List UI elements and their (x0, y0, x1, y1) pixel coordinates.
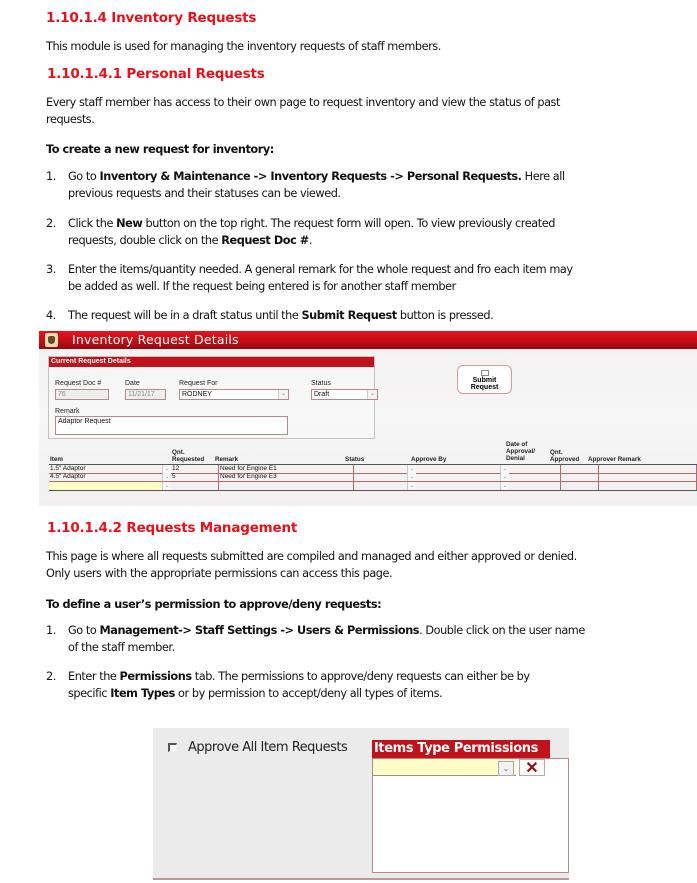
items-type-permissions-header: Items Type Permissions (372, 740, 550, 758)
step-number: 1. (46, 624, 56, 637)
cell-item[interactable] (49, 482, 171, 490)
submit-request-button[interactable] (457, 365, 512, 394)
step-text: Go to Inventory & Maintenance -> Inventory Requests -> Personal Requests. Here all previous requests and their statuses can be viewed. (68, 170, 565, 200)
section-heading: 1.10.1.4 Inventory Requests (46, 10, 257, 26)
chevron-down-icon[interactable]: ⌄ (367, 390, 377, 399)
cell-item[interactable]: 4.5" Adaptor (49, 473, 171, 481)
chevron-down-icon[interactable]: ⌄ (407, 482, 416, 490)
request-for-select[interactable] (179, 389, 289, 400)
step-number: 3. (46, 263, 56, 276)
remark-label: Remark (55, 408, 80, 415)
step-text: Go to Management-> Staff Settings -> Users & Permissions. Double click on the user name of the staff member. (68, 624, 585, 654)
permission-steps-title: To define a user’s permission to approve/deny requests: (46, 598, 382, 611)
cell-approver-remark[interactable] (599, 473, 697, 481)
chevron-down-icon[interactable]: ⌄ (500, 465, 509, 473)
chevron-down-icon[interactable]: ⌄ (500, 482, 509, 490)
chevron-down-icon[interactable]: ⌄ (407, 465, 416, 473)
cell-remark[interactable]: Need for Engine E1 (219, 465, 354, 473)
chevron-down-icon[interactable]: ⌄ (162, 473, 171, 481)
step-number: 1. (46, 170, 56, 183)
step-number: 4. (46, 309, 56, 322)
step-number: 2. (46, 217, 56, 230)
col-header-remark: Remark (215, 456, 239, 463)
cell-item[interactable]: 1.5" Adaptor (49, 465, 171, 473)
requests-management-heading: 1.10.1.4.2 Requests Management (47, 520, 298, 536)
current-request-group (48, 356, 375, 439)
request-for-label: Request For (179, 380, 218, 387)
chevron-down-icon[interactable]: ⌄ (162, 465, 171, 473)
cell-approve-by[interactable] (416, 465, 509, 473)
request-for-value: RODNEY (182, 391, 212, 398)
date-label: Date (125, 380, 140, 387)
step-text: Enter the items/quantity needed. A general remark for the whole request and fro each item may be added as well. If the request being entered is for another staff member (68, 263, 573, 293)
approve-all-checkbox[interactable] (168, 743, 177, 752)
submit-icon (481, 370, 489, 376)
inventory-request-screenshot (39, 331, 697, 506)
submit-label-line1: Submit (472, 377, 497, 384)
items-type-permissions-list[interactable] (372, 758, 569, 873)
cell-qnt-approved[interactable] (561, 465, 599, 473)
window-titlebar (39, 331, 697, 349)
window-title: Inventory Request Details (72, 332, 239, 347)
col-header-date-approval: Date of Approval/ Denial (506, 441, 536, 462)
col-header-approve-by: Approve By (411, 456, 447, 463)
request-doc-label: Request Doc # (55, 380, 102, 387)
cell-date[interactable] (509, 465, 561, 473)
col-header-qnt-approved: Qnt. Approved (550, 449, 580, 463)
step-text: Click the New button on the top right. The request form will open. To view previously created requests, double click on the Request Doc #. (68, 217, 555, 247)
department-logo-icon (45, 333, 58, 347)
cell-qty[interactable]: 5 (171, 473, 219, 481)
cell-approve-by[interactable] (416, 482, 509, 490)
item-type-select[interactable] (373, 759, 516, 776)
step-text: The request will be in a draft status until the Submit Request button is pressed. (68, 309, 494, 322)
submit-label-line2: Request (470, 384, 499, 391)
chevron-down-icon[interactable]: ⌄ (162, 482, 171, 490)
cell-qnt-approved[interactable] (561, 473, 599, 481)
permissions-screenshot (153, 728, 569, 880)
approve-all-label: Approve All Item Requests (188, 740, 348, 755)
cell-approver-remark[interactable] (599, 465, 697, 473)
cell-approve-by[interactable] (416, 473, 509, 481)
cell-remark[interactable] (219, 482, 354, 490)
chevron-down-icon[interactable]: ⌄ (498, 761, 514, 776)
cell-date[interactable] (509, 482, 561, 490)
table-row (49, 482, 697, 491)
chevron-down-icon[interactable]: ⌄ (500, 473, 509, 481)
section-intro: This module is used for managing the inventory requests of staff members. (46, 40, 441, 53)
step-text: Enter the Permissions tab. The permissions to approve/deny requests can either be by specific Item Types or by permission to accept/deny all types of items. (68, 670, 530, 700)
cell-remark[interactable]: Need for Engine E3 (219, 473, 354, 481)
col-header-approver-remark: Approver Remark (588, 456, 641, 463)
cell-approver-remark[interactable] (599, 482, 697, 490)
request-doc-field[interactable]: 76 (55, 389, 109, 400)
col-header-item: Item (50, 456, 63, 463)
personal-requests-heading: 1.10.1.4.1 Personal Requests (47, 66, 265, 82)
table-row (49, 473, 697, 482)
personal-requests-intro: Every staff member has access to their own page to request inventory and view the status of past requests. (46, 96, 560, 126)
col-header-qnt-requested: Qnt. Requested (172, 449, 205, 463)
delete-x-icon[interactable]: ✕ (519, 759, 545, 776)
remark-field[interactable]: Adaptor Request (55, 416, 288, 435)
cell-date[interactable] (509, 473, 561, 481)
cell-qnt-approved[interactable] (561, 482, 599, 490)
chevron-down-icon[interactable]: ⌄ (407, 473, 416, 481)
create-request-steps-title: To create a new request for inventory: (46, 143, 274, 156)
cell-qty[interactable] (171, 482, 219, 490)
step-number: 2. (46, 670, 56, 683)
date-field[interactable]: 11/21/17 (125, 389, 166, 400)
cell-qty[interactable]: 12 (171, 465, 219, 473)
status-label: Status (311, 380, 331, 387)
requests-management-intro: This page is where all requests submitted are compiled and managed and either approved or denied. Only users with the appropriate permissions can access this page. (46, 550, 577, 580)
chevron-down-icon[interactable]: ⌄ (278, 390, 288, 399)
status-value: Draft (314, 391, 330, 398)
group-title: Current Request Details (49, 357, 374, 367)
status-select[interactable] (311, 389, 378, 400)
col-header-status: Status (345, 456, 365, 463)
